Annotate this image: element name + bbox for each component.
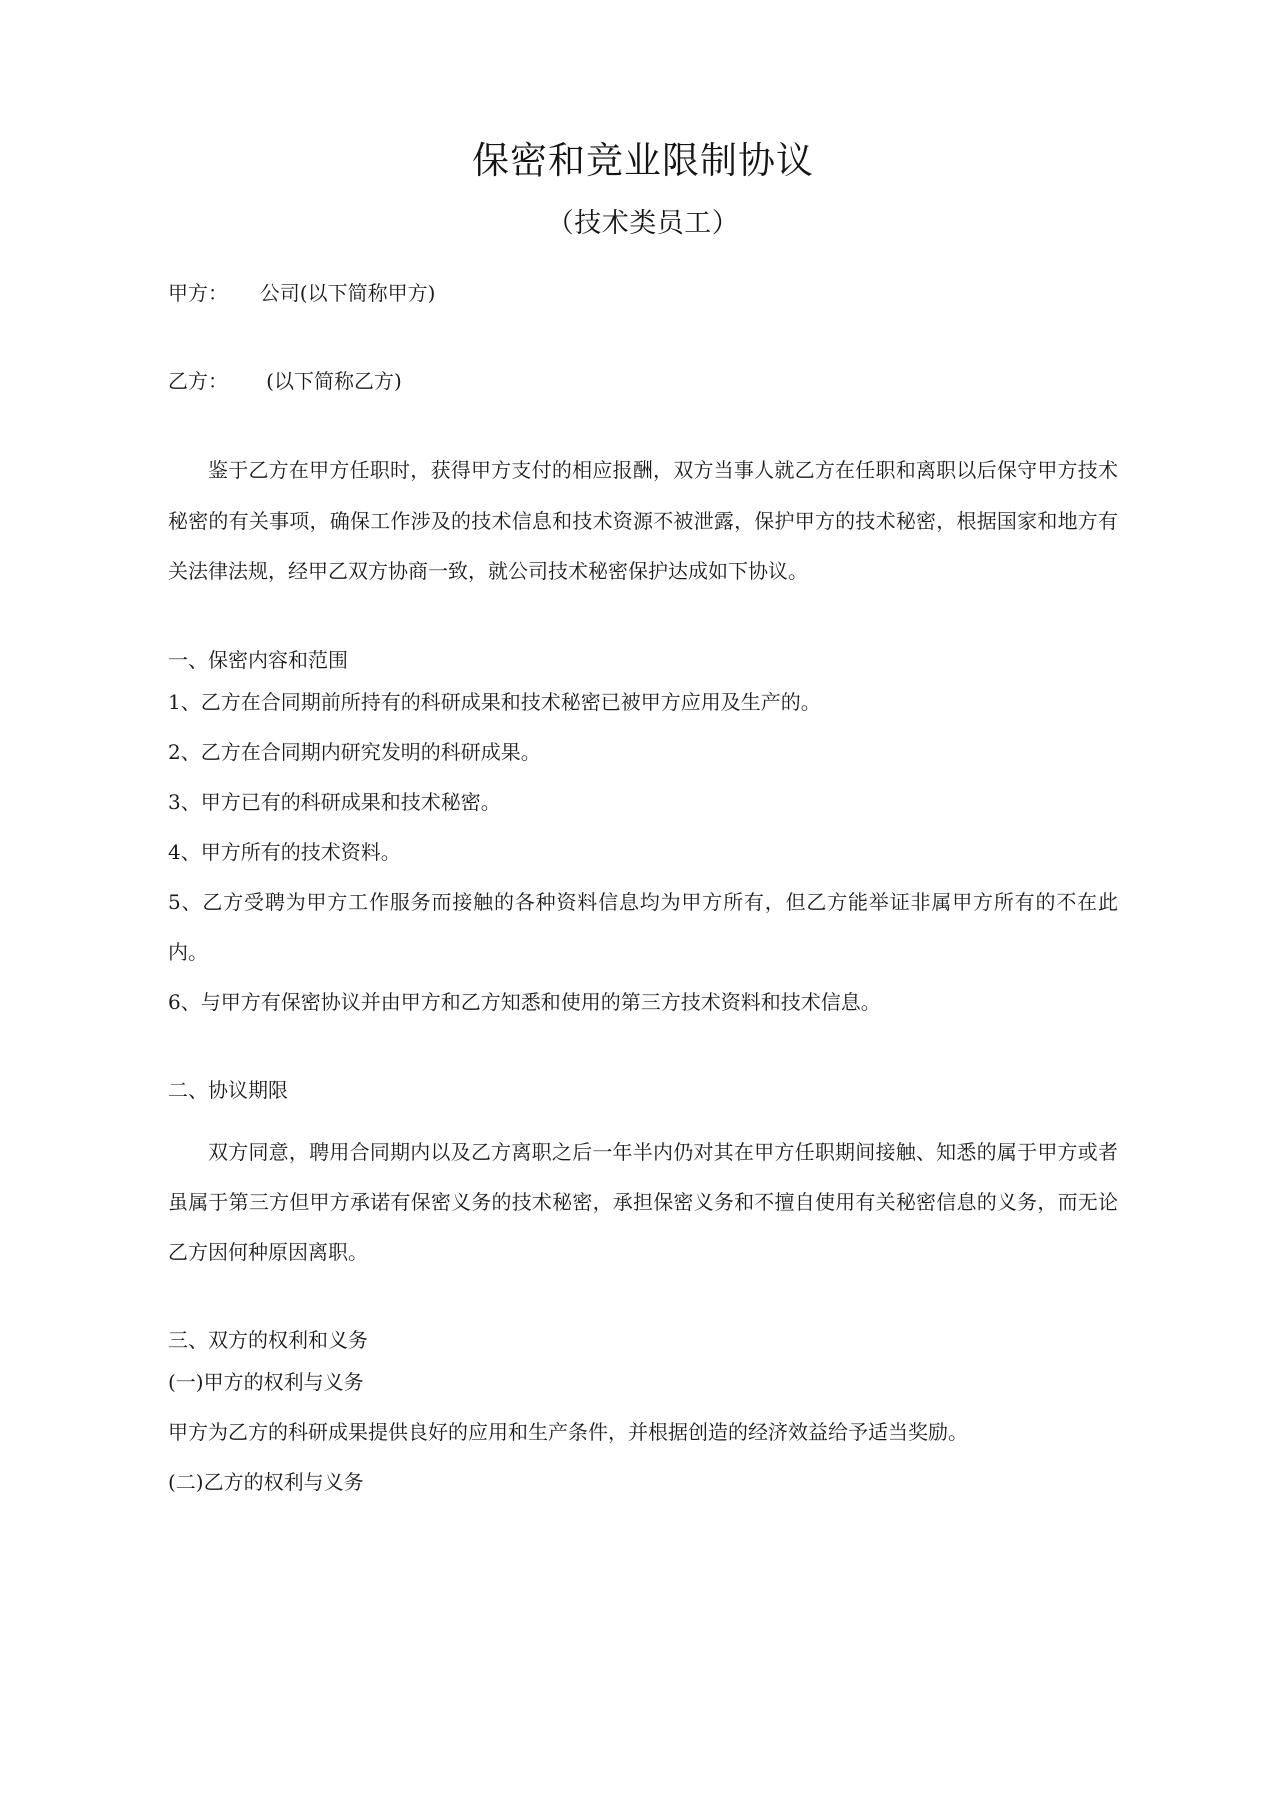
section-3-sub-a-heading: (一)甲方的权利与义务 xyxy=(168,1369,364,1394)
clause-1-1: 1、乙方在合同期前所持有的科研成果和技术秘密已被甲方应用及生产的。 xyxy=(168,689,821,714)
clause-1-5: 5、乙方受聘为甲方工作服务而接触的各种资料信息均为甲方所有，但乙方能举证非属甲方所有的不在此内。 xyxy=(168,889,1118,964)
clause-1-6: 6、与甲方有保密协议并由甲方和乙方知悉和使用的第三方技术资料和技术信息。 xyxy=(168,989,881,1014)
preamble-paragraph: 鉴于乙方在甲方任职时，获得甲方支付的相应报酬，双方当事人就乙方在任职和离职以后保守甲方技术秘密的有关事项，确保工作涉及的技术信息和技术资源不被泄露，保护甲方的技术秘密，根据国家和地方有关法律法规，经甲乙双方协商一致，就公司技术秘密保护达成如下协议。 xyxy=(168,458,1118,584)
document-subtitle: （技术类员工） xyxy=(546,208,740,240)
section-heading-2: 二、协议期限 xyxy=(168,1077,288,1102)
party-b-line: 乙方： (以下简称乙方) xyxy=(168,369,402,394)
section-heading-3: 三、双方的权利和义务 xyxy=(168,1327,368,1352)
section-heading-1: 一、保密内容和范围 xyxy=(168,647,348,672)
clause-1-2: 2、乙方在合同期内研究发明的科研成果。 xyxy=(168,739,541,764)
document-title: 保密和竞业限制协议 xyxy=(472,139,814,182)
section-2-paragraph: 双方同意，聘用合同期内以及乙方离职之后一年半内仍对其在甲方任职期间接触、知悉的属于甲方或者虽属于第三方但甲方承诺有保密义务的技术秘密，承担保密义务和不擅自使用有关秘密信息的义务，而无论乙方因何种原因离职。 xyxy=(168,1139,1118,1264)
section-3-sub-a-text: 甲方为乙方的科研成果提供良好的应用和生产条件，并根据创造的经济效益给予适当奖励。 xyxy=(168,1419,968,1444)
clause-1-3: 3、甲方已有的科研成果和技术秘密。 xyxy=(168,789,501,814)
clause-1-4: 4、甲方所有的技术资料。 xyxy=(168,839,401,864)
section-3-sub-b-heading: (二)乙方的权利与义务 xyxy=(168,1469,364,1494)
party-a-line: 甲方： 公司(以下简称甲方) xyxy=(168,281,436,306)
